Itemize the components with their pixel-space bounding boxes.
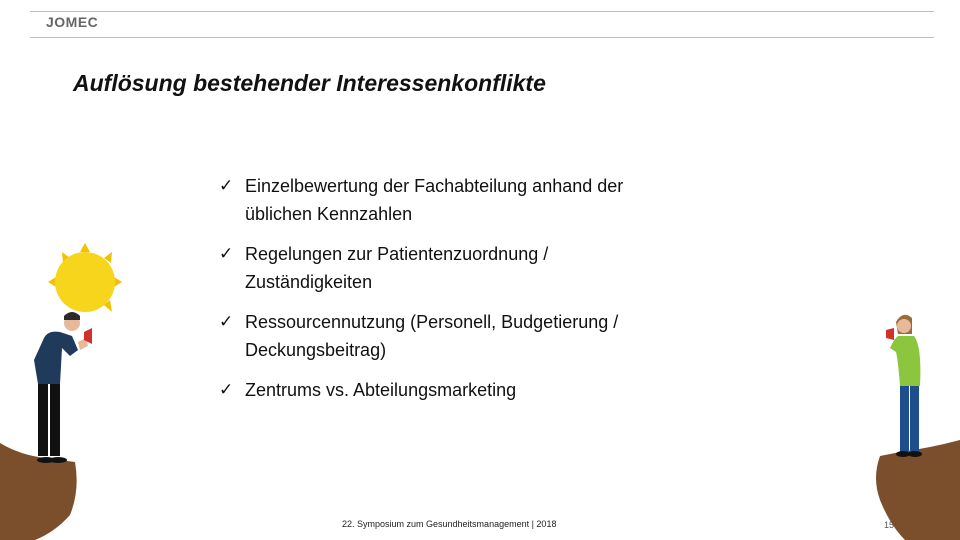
man-figure <box>34 312 92 463</box>
check-icon: ✓ <box>219 312 234 331</box>
check-icon: ✓ <box>219 380 234 399</box>
bullet-text-line1: Regelungen zur Patientenzuordnung / <box>245 244 549 264</box>
logo-text: JOMEC <box>46 14 99 30</box>
bullet-item-2 <box>219 240 739 296</box>
bullet-text-line2: üblichen Kennzahlen <box>245 204 413 224</box>
bullet-item-3 <box>219 308 739 364</box>
footer-text: 22. Symposium zum Gesundheitsmanagement | 2018 <box>342 519 557 529</box>
bullet-text-line1: Ressourcennutzung (Personell, Budgetierung / <box>245 312 619 332</box>
bullet-text-line2: Zuständigkeiten <box>245 272 373 292</box>
bullet-item-4 <box>219 376 739 404</box>
check-icon: ✓ <box>219 244 234 263</box>
bullet-text-line1: Zentrums vs. Abteilungsmarketing <box>245 380 517 400</box>
left-cliff <box>0 443 77 540</box>
bullet-list <box>219 172 739 416</box>
woman-figure <box>886 315 922 457</box>
slide-title: Auflösung bestehender Interessenkonflikte <box>73 70 546 96</box>
sun-icon <box>48 243 122 312</box>
bullet-text-line2: Deckungsbeitrag) <box>245 340 387 360</box>
bullet-item-1 <box>219 172 739 228</box>
bullet-text-line1: Einzelbewertung der Fachabteilung anhand der <box>245 176 624 196</box>
check-icon: ✓ <box>219 176 234 195</box>
page-number: 15 <box>884 520 895 530</box>
